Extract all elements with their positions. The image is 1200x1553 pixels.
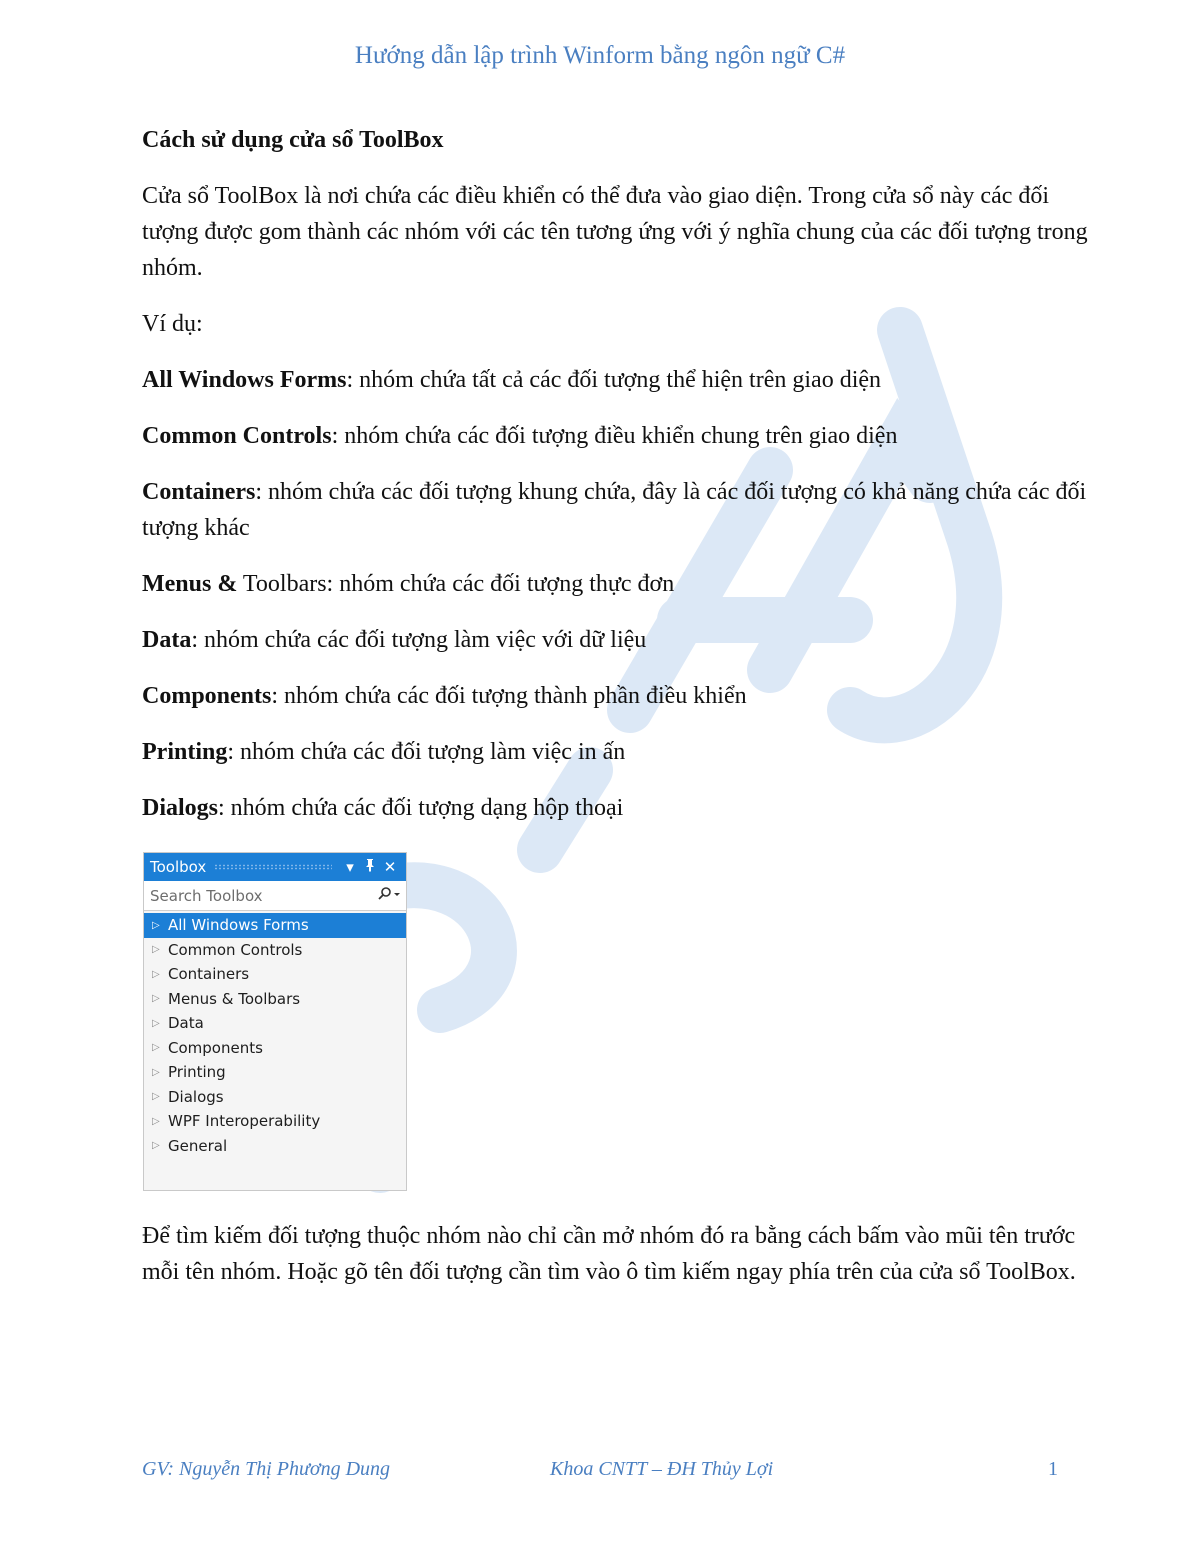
section-heading: Cách sử dụng cửa sổ ToolBox (142, 127, 444, 153)
toolbox-group-item[interactable] (144, 1011, 406, 1036)
group-desc: : nhóm chứa tất cả các đối tượng thể hiện trên giao diện (346, 367, 882, 393)
toolbox-group-item[interactable] (144, 1085, 406, 1110)
group-name: Containers (142, 479, 256, 505)
toolbox-title: Toolbox (150, 858, 207, 876)
toolbox-group-label: Components (168, 1038, 263, 1057)
group-description (142, 734, 1107, 770)
group-desc: : nhóm chứa các đối tượng điều khiển chung trên giao diện (331, 423, 898, 449)
intro-paragraph: Cửa sổ ToolBox là nơi chứa các điều khiển có thể đưa vào giao diện. Trong cửa sổ này các đối tượng được gom thành các nhóm với các tên tương ứng với ý nghĩa chung của các đối tượng trong nhóm. (142, 183, 1088, 281)
toolbox-group-list (144, 911, 406, 1158)
toolbox-group-label: WPF Interoperability (168, 1112, 321, 1131)
toolbox-group-label: Dialogs (168, 1087, 224, 1106)
footer-department: Khoa CNTT – ĐH Thủy Lợi (550, 1458, 774, 1480)
example-label: Ví dụ: (142, 311, 203, 337)
group-desc: : nhóm chứa các đối tượng thành phần điều khiển (271, 683, 747, 709)
expand-arrow-icon[interactable]: ▷ (152, 1066, 160, 1078)
toolbox-group-label: Containers (168, 965, 250, 984)
expand-arrow-icon[interactable]: ▷ (152, 968, 160, 980)
expand-arrow-icon[interactable]: ▷ (152, 944, 160, 956)
toolbox-group-item[interactable] (144, 1109, 406, 1134)
toolbox-group-item[interactable] (144, 987, 406, 1012)
toolbox-group-item[interactable] (144, 913, 406, 938)
footer-author: GV: Nguyễn Thị Phương Dung (142, 1458, 391, 1480)
group-name: Common Controls (142, 423, 332, 449)
group-description (142, 622, 1107, 658)
group-name: Printing (142, 739, 228, 765)
expand-arrow-icon[interactable]: ▷ (152, 1017, 160, 1029)
group-desc: : nhóm chứa các đối tượng khung chứa, đây là các đối tượng có khả năng chứa các đối tượng khác (142, 479, 1087, 541)
toolbox-group-item[interactable] (144, 938, 406, 963)
group-description (142, 362, 1107, 398)
group-description (142, 678, 1107, 714)
search-placeholder: Search Toolbox (150, 886, 263, 905)
page-footer (142, 1458, 1058, 1488)
group-description (142, 418, 1107, 454)
toolbox-group-label: Printing (168, 1063, 226, 1082)
closing-paragraph: Để tìm kiếm đối tượng thuộc nhóm nào chỉ cần mở nhóm đó ra bằng cách bấm vào mũi tên trước mỗi tên nhóm. Hoặc gõ tên đối tượng cần tìm vào ô tìm kiếm ngay phía trên của cửa sổ ToolBox. (142, 1223, 1076, 1285)
toolbox-group-label: Common Controls (168, 940, 303, 959)
toolbox-group-item[interactable] (144, 1036, 406, 1061)
expand-arrow-icon[interactable]: ▷ (152, 993, 160, 1005)
toolbox-group-label: All Windows Forms (168, 916, 309, 935)
toolbox-group-label: General (168, 1136, 228, 1155)
expand-arrow-icon[interactable]: ▷ (152, 1042, 160, 1054)
page-number: 1 (1048, 1458, 1058, 1480)
group-name: Data (142, 627, 192, 653)
group-list (142, 362, 1107, 826)
toolbox-group-item[interactable] (144, 1060, 406, 1085)
main-content (142, 122, 1107, 846)
titlebar-grip[interactable] (214, 864, 332, 870)
expand-arrow-icon[interactable]: ▷ (152, 1091, 160, 1103)
group-description (142, 790, 1107, 826)
expand-arrow-icon[interactable]: ▷ (152, 1140, 160, 1152)
toolbox-group-label: Data (168, 1014, 204, 1033)
group-name: Dialogs (142, 795, 219, 821)
toolbox-search-input[interactable] (144, 881, 406, 911)
close-icon[interactable]: ✕ (383, 858, 397, 876)
toolbox-group-item[interactable] (144, 1134, 406, 1159)
group-desc: : nhóm chứa các đối tượng làm việc với dữ liệu (191, 627, 647, 653)
toolbox-titlebar (144, 853, 406, 881)
toolbox-group-item[interactable] (144, 962, 406, 987)
group-desc: : nhóm chứa các đối tượng dạng hộp thoại (218, 795, 624, 821)
dropdown-icon[interactable]: ▾ (346, 858, 354, 876)
page-header: Hướng dẫn lập trình Winform bằng ngôn ngữ C# (354, 42, 846, 69)
expand-arrow-icon[interactable]: ▷ (152, 919, 160, 931)
toolbox-window (143, 852, 407, 1191)
group-desc: Toolbars: nhóm chứa các đối tượng thực đơn (237, 571, 675, 597)
group-description (142, 566, 1107, 602)
group-description (142, 474, 1107, 546)
group-desc: : nhóm chứa các đối tượng làm việc in ấn (227, 739, 626, 765)
toolbox-group-label: Menus & Toolbars (168, 989, 301, 1008)
group-name: Menus & (142, 571, 238, 597)
pin-icon[interactable] (360, 858, 380, 876)
group-name: All Windows Forms (142, 367, 347, 393)
search-icon[interactable] (372, 887, 400, 905)
expand-arrow-icon[interactable]: ▷ (152, 1115, 160, 1127)
group-name: Components (142, 683, 272, 709)
